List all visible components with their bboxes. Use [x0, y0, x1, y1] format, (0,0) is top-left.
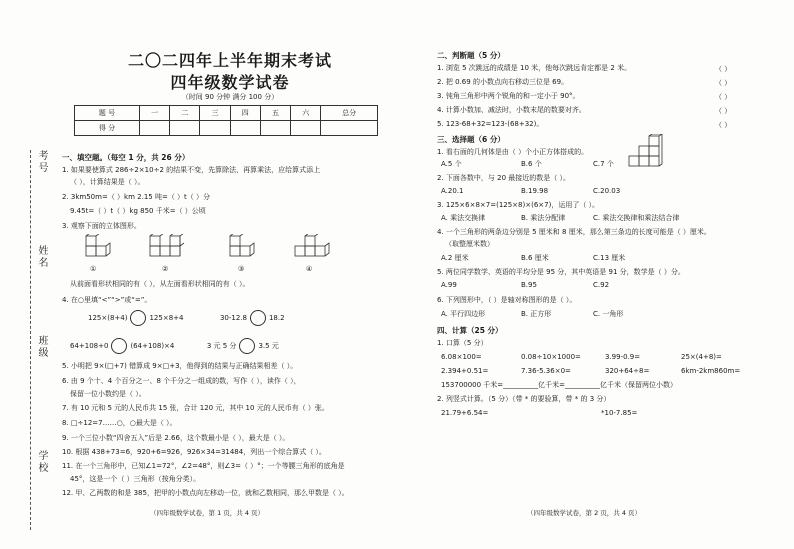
compare-circle[interactable] [111, 338, 127, 354]
compare-expr: (64+108)×4 [130, 342, 175, 350]
cube-figures [80, 234, 370, 268]
question-7: 7. 有 10 元和 5 元的人民币共 15 张，合计 120 元，其中 10 元的人民币有（ ）张。 [62, 404, 329, 412]
choice-2: 2. 下面各数中，与 20 最接近的数是（ ）。 [437, 174, 570, 182]
judge-4: 4. 计算小数加、减法时，小数末尾的数要对齐。 [437, 106, 586, 114]
section-1-heading: 一、填空题。（每空 1 分，共 26 分） [62, 153, 190, 162]
cube-label-2: ② [162, 265, 169, 273]
choice-6-option-b[interactable]: B. 正方形 [521, 310, 552, 318]
choice-4-option-b[interactable]: B.6 厘米 [521, 254, 549, 262]
calc-item-unit-conversion: 153700000 千米=__________亿千米=__________亿千米（保留两位小数） [441, 381, 678, 389]
choice-6-option-a[interactable]: A. 平行四边形 [441, 310, 486, 318]
question-1-line-2: （ ），计算结果是（ ）。 [70, 178, 145, 186]
question-3: 3. 观察下面的立体图形。 [62, 222, 141, 230]
compare-circle[interactable] [239, 338, 255, 354]
score-cell[interactable] [230, 121, 260, 136]
score-cell[interactable] [291, 121, 321, 136]
score-row-label: 得 分 [75, 121, 140, 136]
choice-5: 5. 两位同学数学、英语的平均分是 95 分，其中英语是 91 分，数学是（ ）分。 [437, 268, 685, 276]
judge-1-answer[interactable]: （ ） [715, 65, 732, 73]
binding-fold-line [30, 150, 31, 530]
compare-expr: 3.5 元 [258, 342, 279, 350]
exam-page-2 [397, 0, 794, 549]
section-3-heading: 三、选择题（6 分） [437, 135, 505, 144]
stacked-cubes-figure [627, 134, 663, 170]
choice-1: 1. 看右面的几何体是由（ ）个小正方体搭成的。 [437, 148, 589, 156]
question-2-line-2: 9.45t=（ ）t（ ）kg 850 千米=（ ）公顷 [70, 207, 206, 215]
judge-2-answer[interactable]: （ ） [715, 79, 732, 87]
binding-label-name: 姓名 [36, 245, 47, 269]
cube-figure-2 [150, 234, 184, 256]
calc-item: 6km-2km860m= [681, 367, 741, 375]
score-header-cell: 总分 [321, 106, 378, 121]
choice-4-option-c[interactable]: C.13 厘米 [593, 254, 626, 262]
judge-3: 3. 钝角三角形中两个锐角的和一定小于 90°。 [437, 92, 580, 100]
choice-3-option-a[interactable]: A. 乘法交换律 [441, 214, 486, 222]
compare-expr: 3 元 5 分 [206, 342, 237, 350]
compare-expr: 125×8+4 [149, 314, 184, 322]
cube-figure-4 [295, 234, 329, 256]
compare-expr: 125×(8+4) [88, 314, 128, 322]
choice-6: 6. 下列图形中，（ ）是轴对称图形的是（ ）。 [437, 296, 577, 304]
calc-item: 2.394+0.51= [441, 367, 489, 375]
compare-expr: 30-12.8 [219, 314, 247, 322]
judge-2: 2. 把 0.69 的小数点向右移动三位是 69。 [437, 78, 569, 86]
choice-3-option-c[interactable]: C. 乘法交换律和乘法结合律 [593, 214, 680, 222]
choice-1-option-b[interactable]: B.6 个 [521, 160, 542, 168]
question-3-answer: 从前面看形状相同的有（ ），从左面看形状相同的有（ ）。 [70, 280, 250, 288]
calc-item: 6.08×100= [441, 353, 482, 361]
compare-expr: 18.2 [268, 314, 285, 322]
choice-4-line-2: （取整厘米数） [445, 240, 494, 248]
score-header-cell: 一 [140, 106, 170, 121]
calc-item: 25×(4+8)= [681, 353, 722, 361]
exam-title: 二〇二四年上半年期末考试 [127, 51, 332, 70]
score-table-header-row [75, 106, 378, 121]
choice-3: 3. 125×6×8×7=(125×8)×(6×7)，运用了（ ）。 [437, 201, 600, 209]
score-table-score-row [75, 121, 378, 136]
score-header-cell: 六 [291, 106, 321, 121]
judge-4-answer[interactable]: （ ） [715, 107, 732, 115]
choice-2-option-a[interactable]: A.20.1 [441, 187, 464, 195]
choice-2-option-c[interactable]: C.20.03 [593, 187, 621, 195]
question-12: 12. 甲、乙两数的和是 385，把甲的小数点向左移动一位，就和乙数相同，那么甲数是（ ）。 [62, 489, 349, 497]
cube-label-4: ④ [306, 265, 313, 273]
choice-3-option-b[interactable]: B. 乘法分配律 [521, 214, 566, 222]
exam-subject-title: 四年级数学试卷 [170, 73, 290, 92]
compare-circle[interactable] [130, 310, 146, 326]
choice-1-option-c[interactable]: C.7 个 [593, 160, 614, 168]
score-header-cell: 题 号 [75, 106, 140, 121]
score-cell[interactable] [260, 121, 290, 136]
choice-5-option-b[interactable]: B.95 [521, 281, 537, 289]
choice-5-option-a[interactable]: A.99 [441, 281, 457, 289]
choice-2-option-b[interactable]: B.19.98 [521, 187, 549, 195]
compare-row-2 [70, 338, 279, 354]
judge-3-answer[interactable]: （ ） [715, 93, 732, 101]
binding-label-exam-no: 考号 [36, 150, 47, 174]
binding-label-class: 班级 [36, 335, 47, 359]
calc-1-heading: 1. 口算（5 分） [437, 339, 488, 347]
section-4-heading: 四、计算（25 分） [437, 326, 503, 335]
calc-2-heading: 2. 列竖式计算。（5 分）（带 * 的要验算，带 * 的 3 分） [437, 395, 611, 403]
score-header-cell: 五 [260, 106, 290, 121]
cube-label-3: ③ [238, 265, 245, 273]
page-footer-2: （四年级数学试卷，第 2 页，共 4 页） [527, 509, 642, 517]
page-footer-1: （四年级数学试卷，第 1 页，共 4 页） [150, 509, 265, 517]
score-cell[interactable] [200, 121, 230, 136]
question-9: 9. 一个三位小数“四舍五入”后是 2.66，这个数最小是（ ），最大是（ ）。 [62, 434, 290, 442]
judge-1: 1. 浏览 5 次跳远的成绩是 10 米，他每次跳远肯定都是 2 米。 [437, 64, 632, 72]
question-4: 4. 在○里填“<”“>”或“=”。 [62, 296, 152, 304]
exam-time-score: （时间 90 分钟 满分 100 分） [181, 93, 279, 101]
cube-figure-3 [230, 234, 254, 256]
score-header-cell: 三 [200, 106, 230, 121]
vertical-calc-1: 21.79+6.54= [441, 409, 489, 417]
binding-label-school: 学校 [36, 450, 47, 474]
calc-item: 7.36-5.36×0= [521, 367, 571, 375]
choice-6-option-c[interactable]: C. 一角形 [593, 310, 624, 318]
choice-4-line-1: 4. 一个三角形的两条边分别是 5 厘米和 8 厘米，那么第三条边的长度可能是（ ）厘米。 [437, 228, 711, 236]
question-8: 8. □÷12=7……○，○最大是（ ）。 [62, 419, 177, 427]
score-table [74, 105, 378, 136]
vertical-calc-2: *10-7.85= [601, 409, 638, 417]
question-6-line-1: 6. 由 9 个十、4 个百分之一、8 个千分之一组成的数，写作（ ），读作（ ）， [62, 377, 301, 385]
choice-4-option-a[interactable]: A.2 厘米 [441, 254, 469, 262]
score-cell[interactable] [321, 121, 378, 136]
section-2-heading: 二、判断题（5 分） [437, 51, 505, 60]
question-10: 10. 根据 438+73=6，920+6=926，926×34=31484，列出一个综合算式（ ）。 [62, 448, 326, 456]
question-6-line-2: 保留一位小数约是（ ）。 [70, 390, 146, 398]
judge-5-answer[interactable]: （ ） [715, 121, 732, 129]
score-cell[interactable] [140, 121, 170, 136]
question-11-line-2: 45°，这是一个（ ）三角形（按角分类）。 [70, 475, 201, 483]
score-header-cell: 二 [170, 106, 200, 121]
cube-figure-1 [86, 234, 110, 256]
question-5: 5. 小明把 9×(□+7) 错算成 9×□+3，他得到的结果与正确结果相差（ ）。 [62, 362, 298, 370]
choice-5-option-c[interactable]: C.92 [593, 281, 610, 289]
calc-item: 0.08÷10×1000= [521, 353, 581, 361]
calc-item: 3.99-0.9= [605, 353, 641, 361]
cube-label-1: ① [90, 265, 97, 273]
compare-expr: 64+108+0 [70, 342, 109, 350]
question-11-line-1: 11. 在一个三角形中，已知∠1=72°，∠2=48°，则∠3=（ ）°；一个等腰三角形的底角是 [62, 462, 345, 470]
question-2-line-1: 2. 3km50m=（ ）km 2.15 吨=（ ）t（ ）分 [62, 193, 211, 201]
compare-row-1 [88, 310, 285, 326]
score-cell[interactable] [170, 121, 200, 136]
calc-item: 320+64÷8= [605, 367, 650, 375]
choice-1-option-a[interactable]: A.5 个 [441, 160, 462, 168]
score-header-cell: 四 [230, 106, 260, 121]
judge-5: 5. 123-68+32=123-(68+32)。 [437, 120, 544, 128]
compare-circle[interactable] [250, 310, 266, 326]
question-1-line-1: 1. 如果要使算式 286÷2×10÷2 的结果不变，先算除法，再算乘法，应给算式添上 [62, 166, 321, 174]
